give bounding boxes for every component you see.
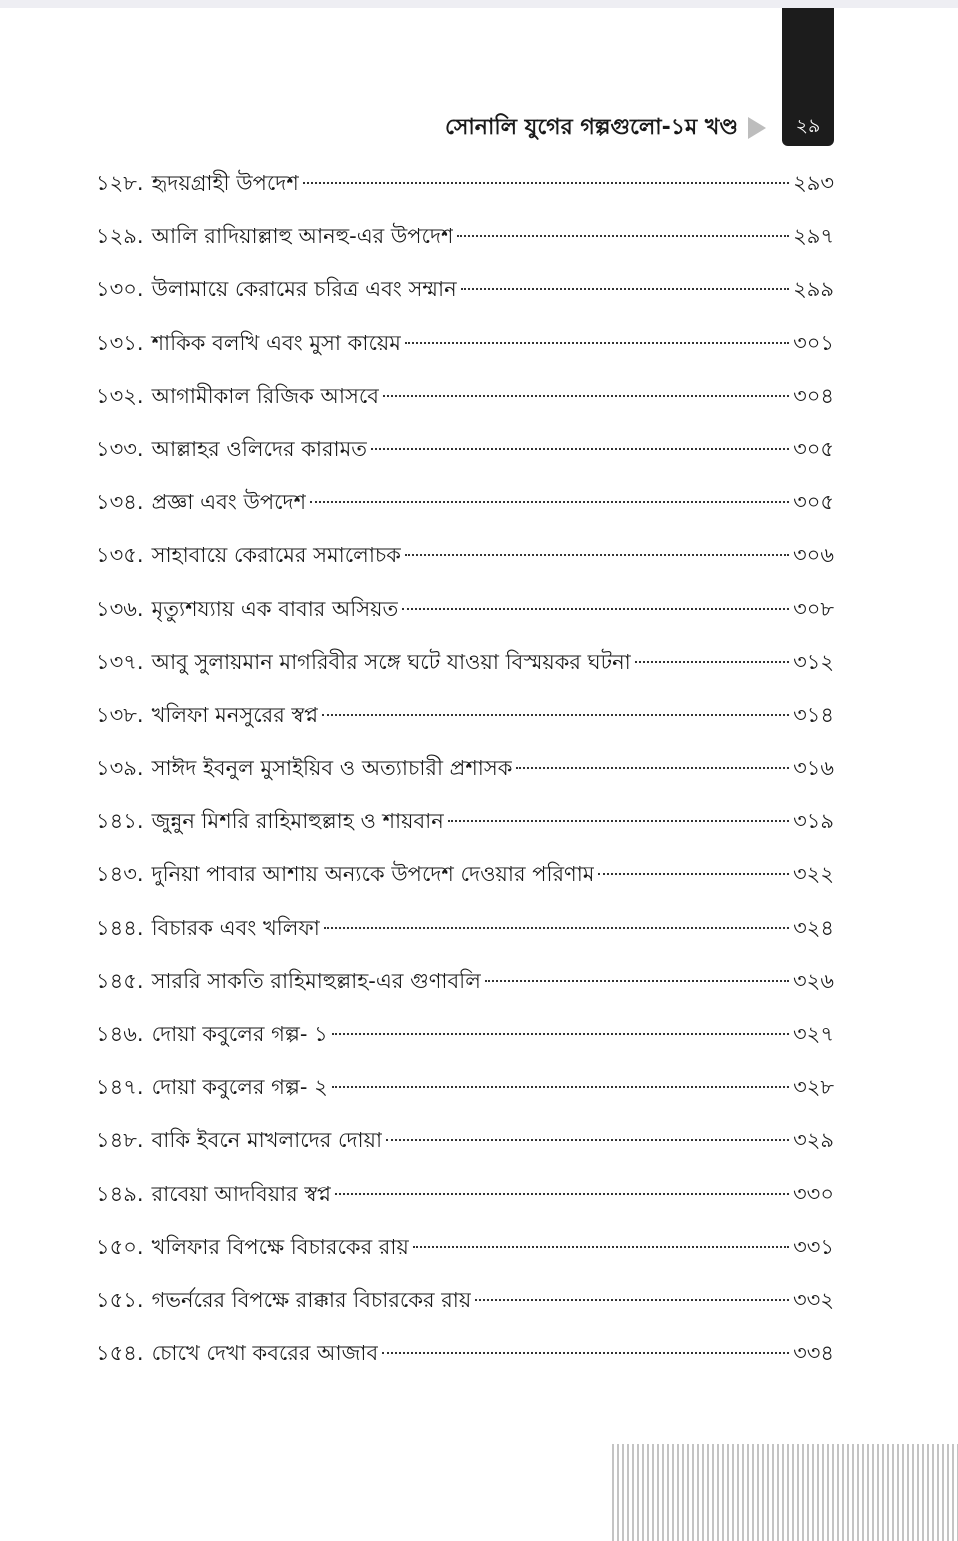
- toc-entry-page: ৩২৬: [793, 968, 834, 993]
- toc-entry-number: ১৩১.: [96, 330, 144, 355]
- toc-entry: [96, 272, 834, 325]
- toc-entry: [96, 1070, 834, 1123]
- toc-entry-page: ৩০১: [793, 330, 834, 355]
- toc-entry-title: রাবেয়া আদবিয়ার স্বপ্ন: [151, 1181, 331, 1206]
- toc-entry: [96, 1230, 834, 1283]
- toc-entry: [96, 698, 834, 751]
- toc-entry-number: ১৪৯.: [96, 1181, 144, 1206]
- toc-entry-title: আলি রাদিয়াল্লাহু আনহু-এর উপদেশ: [151, 224, 454, 249]
- toc-entry-page: ৩১৯: [793, 809, 834, 834]
- dot-leader: [485, 980, 789, 982]
- dot-leader: [448, 820, 789, 822]
- toc-entry-page: ৩০৫: [793, 436, 834, 461]
- toc-entry-number: ১৩৭.: [96, 649, 144, 674]
- toc-entry-page: ৩০৫: [793, 490, 834, 515]
- toc-entry-page: ২৯৭: [793, 224, 834, 249]
- toc-entry-title: শাকিক বলখি এবং মুসা কায়েম: [151, 330, 401, 355]
- toc-entry: [96, 432, 834, 485]
- toc-entry-page: ২৯৩: [793, 171, 834, 195]
- dot-leader: [322, 714, 789, 716]
- toc-entry-page: ৩২৮: [793, 1075, 834, 1100]
- toc-entry: [96, 538, 834, 591]
- toc-entry-number: ১২৮.: [96, 171, 144, 195]
- toc-entry-number: ১৩২.: [96, 383, 144, 408]
- toc-entry-number: ১৪৫.: [96, 968, 144, 993]
- dot-leader: [386, 1139, 789, 1141]
- toc-entry-number: ১৫১.: [96, 1287, 144, 1312]
- toc-entry-number: ১৩৬.: [96, 596, 144, 621]
- toc-entry-title: প্রজ্ঞা এবং উপদেশ: [151, 490, 307, 515]
- toc-entry-title: আল্লাহর ওলিদের কারামত: [151, 436, 368, 461]
- toc-entry: [96, 911, 834, 964]
- running-header-title: সোনালি যুগের গল্পগুলো-১ম খণ্ড: [444, 115, 738, 140]
- top-edge-strip: [0, 0, 958, 8]
- dot-leader: [405, 342, 789, 344]
- toc-entry-number: ১৩৩.: [96, 436, 144, 461]
- toc-entry-page: ৩১২: [793, 649, 834, 674]
- toc-entry-number: ১৪৪.: [96, 915, 144, 940]
- toc-entry: [96, 1177, 834, 1230]
- toc-entry-title: খলিফার বিপক্ষে বিচারকের রায়: [151, 1234, 409, 1259]
- toc-entry-page: ৩৩০: [793, 1181, 834, 1206]
- dot-leader: [457, 235, 789, 237]
- toc-entry-title: দোয়া কবুলের গল্প- ১: [151, 1022, 328, 1046]
- dot-leader: [461, 288, 789, 290]
- toc-entry: [96, 804, 834, 857]
- toc-entry-number: ১৩৯.: [96, 756, 144, 781]
- toc-entry-title: উলামায়ে কেরামের চরিত্র এবং সম্মান: [151, 277, 457, 302]
- dot-leader: [324, 927, 789, 929]
- page-edge-stripes: [612, 1444, 958, 1541]
- toc-entry-page: ৩২২: [793, 862, 834, 887]
- toc-entry: [96, 1336, 834, 1389]
- toc-entry-title: মৃত্যুশয্যায় এক বাবার অসিয়ত: [151, 596, 399, 621]
- toc-entry-number: ১৪৬.: [96, 1022, 144, 1046]
- toc-entry-title: চোখে দেখা কবরের আজাব: [151, 1341, 379, 1366]
- dot-leader: [405, 554, 789, 556]
- toc-entry: [96, 1283, 834, 1336]
- toc-entry-title: গভর্নরের বিপক্ষে রাক্কার বিচারকের রায়: [151, 1287, 472, 1312]
- dot-leader: [303, 182, 789, 184]
- toc-entry-title: আবু সুলায়মান মাগরিবীর সঙ্গে ঘটে যাওয়া বিস্ময়কর ঘটনা: [151, 649, 631, 674]
- table-of-contents: [96, 166, 834, 1389]
- toc-entry: [96, 751, 834, 804]
- toc-entry-number: ১৫০.: [96, 1234, 144, 1259]
- toc-entry-number: ১২৯.: [96, 224, 144, 249]
- toc-entry-number: ১৪৭.: [96, 1075, 144, 1100]
- toc-entry-number: ১৪৩.: [96, 862, 144, 887]
- dot-leader: [332, 1033, 789, 1035]
- toc-entry: [96, 592, 834, 645]
- toc-entry-page: ৩৩১: [793, 1234, 834, 1259]
- toc-entry-title: হৃদয়গ্রাহী উপদেশ: [151, 171, 299, 195]
- toc-entry-page: ৩৩২: [793, 1287, 834, 1312]
- dot-leader: [382, 1352, 789, 1354]
- triangle-arrow-icon: [748, 117, 766, 139]
- toc-entry-number: ১৫৪.: [96, 1341, 144, 1366]
- toc-entry-title: খলিফা মনসুরের স্বপ্ন: [151, 702, 319, 727]
- dot-leader: [402, 608, 789, 610]
- toc-entry-page: ৩০৪: [793, 383, 834, 408]
- dot-leader: [371, 448, 789, 450]
- dot-leader: [635, 661, 789, 663]
- toc-entry: [96, 166, 834, 219]
- toc-entry-number: ১৩৫.: [96, 543, 144, 568]
- toc-entry-page: ৩২৭: [793, 1022, 834, 1046]
- toc-entry-page: ৩১৪: [793, 702, 834, 727]
- toc-entry: [96, 1123, 834, 1176]
- toc-entry-number: ১৪১.: [96, 809, 144, 834]
- toc-entry-page: ৩২৪: [793, 915, 834, 940]
- toc-entry: [96, 485, 834, 538]
- toc-entry: [96, 645, 834, 698]
- dot-leader: [335, 1193, 789, 1195]
- toc-entry-page: ২৯৯: [793, 277, 834, 302]
- toc-entry-title: সাহাবায়ে কেরামের সমালোচক: [151, 543, 401, 568]
- toc-entry-page: ৩০৮: [793, 596, 834, 621]
- toc-entry: [96, 964, 834, 1017]
- toc-entry-title: সাঈদ ইবনুল মুসাইয়িব ও অত্যাচারী প্রশাসক: [151, 756, 513, 781]
- toc-entry-page: ৩২৯: [793, 1128, 834, 1153]
- toc-entry-title: দোয়া কবুলের গল্প- ২: [151, 1075, 328, 1100]
- toc-entry-number: ১৩০.: [96, 277, 144, 302]
- toc-entry: [96, 857, 834, 910]
- toc-entry-title: দুনিয়া পাবার আশায় অন্যকে উপদেশ দেওয়ার পরিণাম: [151, 862, 595, 887]
- toc-entry-title: সাররি সাকতি রাহিমাহুল্লাহ-এর গুণাবলি: [151, 968, 481, 993]
- dot-leader: [310, 501, 789, 503]
- toc-entry-title: বাকি ইবনে মাখলাদের দোয়া: [151, 1128, 383, 1153]
- toc-entry: [96, 1017, 834, 1070]
- toc-entry-page: ৩৩৪: [793, 1341, 834, 1366]
- dot-leader: [516, 767, 789, 769]
- dot-leader: [383, 395, 789, 397]
- toc-entry-title: জুন্নুন মিশরি রাহিমাহুল্লাহ ও শায়বান: [151, 809, 444, 834]
- dot-leader: [413, 1246, 789, 1248]
- toc-entry-number: ১৩৮.: [96, 702, 144, 727]
- toc-entry: [96, 219, 834, 272]
- toc-entry-title: বিচারক এবং খলিফা: [151, 915, 320, 940]
- toc-entry-number: ১৩৪.: [96, 490, 144, 515]
- page-number: ২৯: [795, 115, 821, 137]
- dot-leader: [332, 1086, 789, 1088]
- dot-leader: [598, 873, 789, 875]
- toc-entry: [96, 326, 834, 379]
- toc-entry-title: আগামীকাল রিজিক আসবে: [151, 383, 379, 408]
- dot-leader: [475, 1299, 789, 1301]
- toc-entry: [96, 379, 834, 432]
- toc-entry-page: ৩০৬: [793, 543, 834, 568]
- toc-entry-number: ১৪৮.: [96, 1128, 144, 1153]
- toc-entry-page: ৩১৬: [793, 756, 834, 781]
